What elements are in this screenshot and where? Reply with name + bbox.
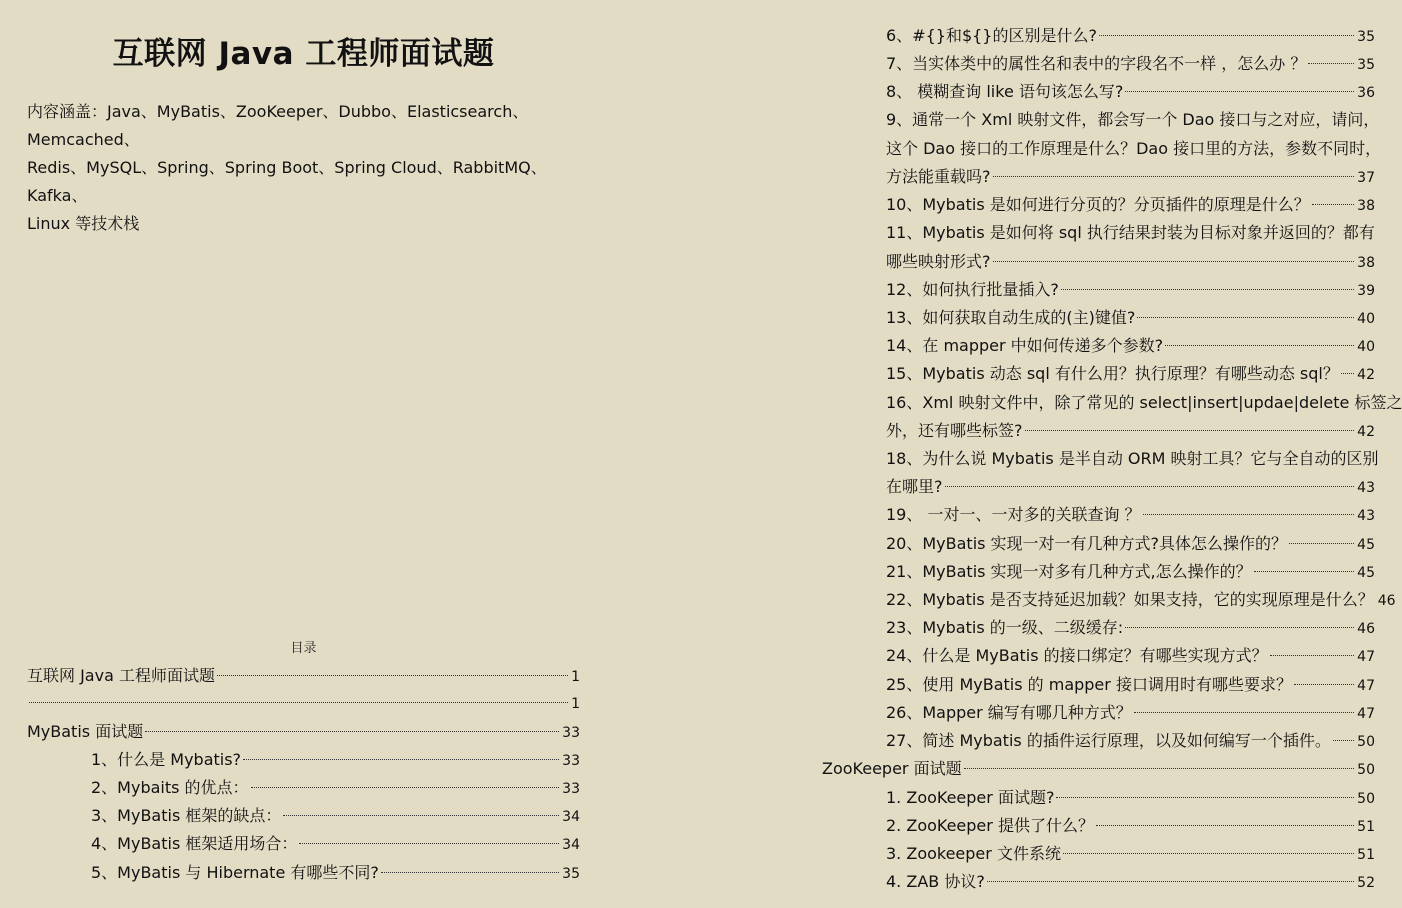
toc-leader-dots bbox=[251, 787, 560, 788]
toc-leader-dots bbox=[1056, 797, 1354, 798]
toc-page-number: 35 bbox=[1357, 57, 1375, 73]
toc-entry-title: 3、MyBatis 框架的缺点： bbox=[91, 806, 282, 825]
toc-entry[interactable] bbox=[886, 674, 1375, 696]
toc-heading: 目录 bbox=[290, 641, 317, 656]
toc-leader-dots bbox=[1143, 514, 1355, 515]
toc-page-number: 50 bbox=[1357, 734, 1375, 750]
toc-entry[interactable] bbox=[91, 749, 580, 771]
toc-entry[interactable] bbox=[886, 617, 1375, 639]
toc-leader-dots bbox=[1125, 627, 1354, 628]
toc-entry-title-line[interactable]: 9、通常一个 Xml 映射文件，都会写一个 Dao 接口与之对应，请问， bbox=[886, 110, 1380, 129]
toc-entry-title: 哪些映射形式? bbox=[886, 252, 991, 271]
toc-page-number: 35 bbox=[1357, 29, 1375, 45]
toc-leader-dots bbox=[1308, 63, 1354, 64]
toc-leader-dots bbox=[381, 872, 559, 873]
toc-page-number: 38 bbox=[1357, 198, 1375, 214]
toc-entry[interactable] bbox=[886, 194, 1375, 216]
toc-entry[interactable] bbox=[886, 25, 1375, 47]
toc-page-number: 38 bbox=[1357, 255, 1375, 271]
toc-entry-title: 19、 一对一、一对多的关联查询 ？ bbox=[886, 505, 1141, 524]
toc-entry[interactable] bbox=[886, 420, 1375, 442]
toc-entry-title: ZooKeeper 面试题 bbox=[822, 759, 962, 778]
toc-entry[interactable] bbox=[27, 665, 580, 687]
toc-page-number: 50 bbox=[1357, 791, 1375, 807]
toc-entry-title: 在哪里? bbox=[886, 477, 943, 496]
toc-entry[interactable] bbox=[886, 702, 1375, 724]
toc-entry[interactable] bbox=[91, 862, 580, 884]
intro-paragraph bbox=[27, 98, 587, 238]
toc-entry-title: 22、Mybatis 是否支持延迟加载？如果支持，它的实现原理是什么？ bbox=[886, 590, 1374, 609]
toc-leader-dots bbox=[1294, 684, 1354, 685]
toc-page-number: 36 bbox=[1357, 85, 1375, 101]
toc-entry[interactable] bbox=[886, 81, 1375, 103]
toc-entry-title: 15、Mybatis 动态 sql 有什么用？执行原理？有哪些动态 sql？ bbox=[886, 364, 1339, 383]
toc-entry[interactable] bbox=[886, 589, 1396, 611]
right-page bbox=[822, 0, 1402, 908]
toc-page-number: 45 bbox=[1357, 537, 1375, 553]
toc-page-number: 34 bbox=[562, 837, 580, 853]
toc-page-number: 1 bbox=[571, 696, 580, 712]
toc-page-number: 40 bbox=[1357, 311, 1375, 327]
toc-entry[interactable] bbox=[91, 805, 580, 827]
toc-entry-title: 14、在 mapper 中如何传递多个参数? bbox=[886, 336, 1164, 355]
toc-leader-dots bbox=[1341, 373, 1354, 374]
toc-leader-dots bbox=[243, 759, 559, 760]
toc-entry[interactable] bbox=[886, 476, 1375, 498]
toc-entry-title: 7、当实体类中的属性名和表中的字段名不一样 ，怎么办 ？ bbox=[886, 54, 1307, 73]
toc-leader-dots bbox=[29, 702, 568, 703]
toc-page-number: 1 bbox=[571, 669, 580, 685]
toc-entry-title: 10、Mybatis 是如何进行分页的？分页插件的原理是什么？ bbox=[886, 195, 1310, 214]
toc-entry-title: 1、什么是 Mybatis? bbox=[91, 750, 242, 769]
toc-entry-title-line[interactable]: 这个 Dao 接口的工作原理是什么？Dao 接口里的方法，参数不同时， bbox=[886, 139, 1382, 158]
toc-page-number: 52 bbox=[1357, 875, 1375, 891]
toc-page-number: 46 bbox=[1377, 593, 1396, 609]
toc-entry[interactable] bbox=[886, 533, 1375, 555]
toc-entry-title: 25、使用 MyBatis 的 mapper 接口调用时有哪些要求？ bbox=[886, 675, 1292, 694]
toc-leader-dots bbox=[1134, 712, 1354, 713]
toc-entry[interactable] bbox=[886, 335, 1375, 357]
toc-entry-title: 3. Zookeeper 文件系统 bbox=[886, 844, 1061, 863]
toc-entry-title-line[interactable]: 11、Mybatis 是如何将 sql 执行结果封装为目标对象并返回的？都有 bbox=[886, 223, 1375, 242]
toc-entry[interactable] bbox=[886, 871, 1375, 893]
toc-entry[interactable] bbox=[886, 53, 1375, 75]
left-page bbox=[27, 0, 580, 908]
toc-entry[interactable] bbox=[886, 363, 1375, 385]
toc-entry-title: 6、#{}和${}的区别是什么? bbox=[886, 26, 1097, 45]
toc-entry[interactable] bbox=[886, 645, 1375, 667]
toc-page-number: 43 bbox=[1357, 508, 1375, 524]
toc-entry-title: 2. ZooKeeper 提供了什么？ bbox=[886, 816, 1094, 835]
toc-entry[interactable] bbox=[91, 833, 580, 855]
toc-leader-dots bbox=[1063, 853, 1354, 854]
toc-entry-title: 8、 模糊查询 like 语句该怎么写? bbox=[886, 82, 1124, 101]
toc-entry-title: MyBatis 面试题 bbox=[27, 722, 144, 741]
toc-page-number: 47 bbox=[1357, 649, 1375, 665]
toc-entry-title: 4、MyBatis 框架适用场合： bbox=[91, 834, 298, 853]
toc-entry[interactable] bbox=[822, 758, 1375, 780]
toc-leader-dots bbox=[1096, 825, 1354, 826]
toc-leader-dots bbox=[1125, 91, 1354, 92]
toc-entry[interactable] bbox=[886, 251, 1375, 273]
toc-entry-title: 24、什么是 MyBatis 的接口绑定？有哪些实现方式？ bbox=[886, 646, 1268, 665]
toc-entry[interactable] bbox=[886, 815, 1375, 837]
toc-entry-title: 1. ZooKeeper 面试题? bbox=[886, 788, 1055, 807]
toc-entry-title: 5、MyBatis 与 Hibernate 有哪些不同? bbox=[91, 863, 379, 882]
toc-page-number: 42 bbox=[1357, 367, 1375, 383]
toc-leader-dots bbox=[1270, 655, 1355, 656]
toc-entry-title: 26、Mapper 编写有哪几种方式？ bbox=[886, 703, 1132, 722]
toc-entry-title: 27、简述 Mybatis 的插件运行原理，以及如何编写一个插件。 bbox=[886, 731, 1331, 750]
toc-entry-title: 21、MyBatis 实现一对多有几种方式,怎么操作的？ bbox=[886, 562, 1252, 581]
toc-entry[interactable] bbox=[886, 504, 1375, 526]
toc-leader-dots bbox=[1333, 740, 1354, 741]
toc-entry-title: 23、Mybatis 的一级、二级缓存: bbox=[886, 618, 1124, 637]
toc-entry-title: 互联网 Java 工程师面试题 bbox=[27, 666, 215, 685]
toc-page-number: 34 bbox=[562, 809, 580, 825]
toc-entry-title: 2、Mybaits 的优点： bbox=[91, 778, 249, 797]
toc-page-number: 47 bbox=[1357, 706, 1375, 722]
toc-entry-title: 4. ZAB 协议? bbox=[886, 872, 985, 891]
toc-page-number: 33 bbox=[562, 781, 580, 797]
toc-leader-dots bbox=[987, 881, 1354, 882]
toc-entry[interactable] bbox=[27, 721, 580, 743]
toc-entry[interactable] bbox=[886, 561, 1375, 583]
toc-entry[interactable] bbox=[886, 307, 1375, 329]
toc-leader-dots bbox=[1061, 289, 1354, 290]
toc-entry-title: 20、MyBatis 实现一对一有几种方式?具体怎么操作的？ bbox=[886, 534, 1288, 553]
toc-entry-title-line[interactable]: 16、Xml 映射文件中，除了常见的 select|insert|updae|delete 标签之 bbox=[886, 393, 1402, 412]
toc-entry[interactable] bbox=[27, 693, 580, 715]
toc-entry[interactable] bbox=[91, 777, 580, 799]
toc-page-number: 46 bbox=[1357, 621, 1375, 637]
toc-entry[interactable] bbox=[886, 730, 1375, 752]
toc-leader-dots bbox=[1254, 571, 1355, 572]
toc-leader-dots bbox=[145, 731, 559, 732]
toc-page-number: 39 bbox=[1357, 283, 1375, 299]
document-title: 互联网 Java 工程师面试题 bbox=[112, 36, 495, 72]
toc-page-number: 45 bbox=[1357, 565, 1375, 581]
toc-entry-title: 外，还有哪些标签? bbox=[886, 421, 1023, 440]
toc-page-number: 35 bbox=[562, 866, 580, 882]
toc-entry[interactable] bbox=[886, 166, 1375, 188]
toc-page-number: 47 bbox=[1357, 678, 1375, 694]
toc-page-number: 50 bbox=[1357, 762, 1375, 778]
toc-leader-dots bbox=[964, 768, 1355, 769]
intro-line: Linux 等技术栈 bbox=[27, 214, 140, 233]
toc-leader-dots bbox=[299, 843, 559, 844]
toc-entry[interactable] bbox=[886, 843, 1375, 865]
toc-entry-title-line[interactable]: 18、为什么说 Mybatis 是半自动 ORM 映射工具？它与全自动的区别 bbox=[886, 449, 1379, 468]
toc-entry[interactable] bbox=[886, 787, 1375, 809]
toc-entry[interactable] bbox=[886, 279, 1375, 301]
toc-leader-dots bbox=[1025, 430, 1355, 431]
toc-leader-dots bbox=[993, 176, 1355, 177]
toc-page-number: 51 bbox=[1357, 847, 1375, 863]
toc-leader-dots bbox=[217, 675, 568, 676]
toc-page-number: 40 bbox=[1357, 339, 1375, 355]
toc-leader-dots bbox=[1289, 543, 1354, 544]
toc-entry-title: 13、如何获取自动生成的(主)键值? bbox=[886, 308, 1136, 327]
intro-line: Redis、MySQL、Spring、Spring Boot、Spring Cloud、RabbitMQ、Kafka、 bbox=[27, 158, 547, 205]
toc-leader-dots bbox=[283, 815, 559, 816]
toc-leader-dots bbox=[945, 486, 1355, 487]
toc-page-number: 33 bbox=[562, 725, 580, 741]
toc-page-number: 43 bbox=[1357, 480, 1375, 496]
toc-leader-dots bbox=[1099, 35, 1354, 36]
toc-page-number: 51 bbox=[1357, 819, 1375, 835]
toc-entry-title: 12、如何执行批量插入? bbox=[886, 280, 1059, 299]
toc-entry-title: 方法能重载吗? bbox=[886, 167, 991, 186]
toc-leader-dots bbox=[1137, 317, 1354, 318]
toc-page-number: 37 bbox=[1357, 170, 1375, 186]
toc-page-number: 33 bbox=[562, 753, 580, 769]
toc-leader-dots bbox=[1165, 345, 1354, 346]
toc-leader-dots bbox=[993, 261, 1355, 262]
toc-leader-dots bbox=[1312, 204, 1354, 205]
intro-line: 内容涵盖：Java、MyBatis、ZooKeeper、Dubbo、Elasticsearch、Memcached、 bbox=[27, 102, 529, 149]
toc-page-number: 42 bbox=[1357, 424, 1375, 440]
